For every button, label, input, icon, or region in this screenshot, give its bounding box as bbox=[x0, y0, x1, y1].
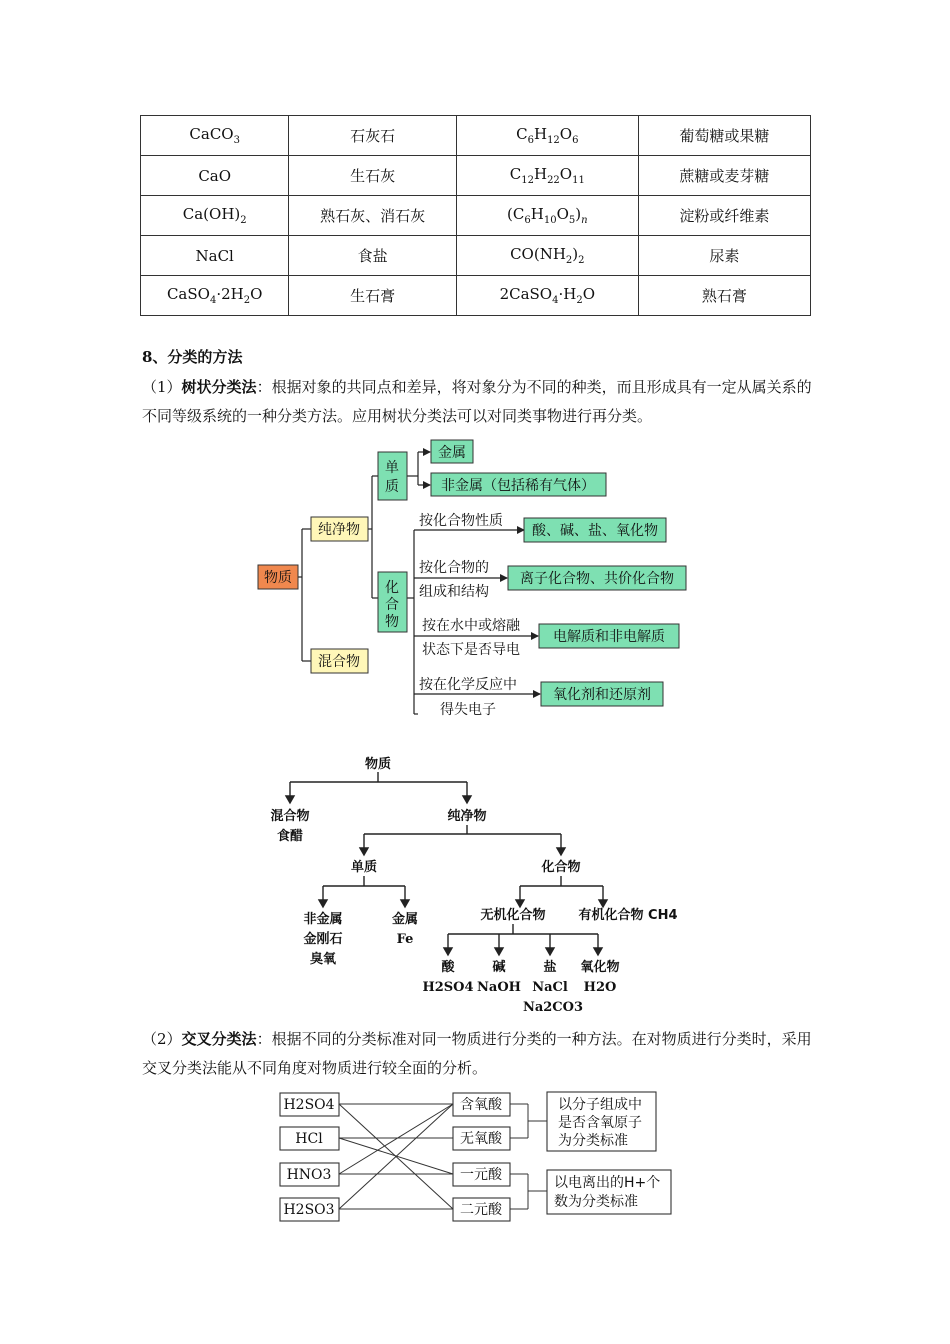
d2-inorganic: 无机化合物 bbox=[480, 908, 546, 923]
d2-base-ex: NaOH bbox=[477, 980, 521, 995]
d3-right-2: 一元酸 bbox=[460, 1167, 502, 1183]
cross-term: 交叉分类法 bbox=[181, 1030, 257, 1048]
table-row bbox=[141, 196, 811, 236]
table-cell-c3: $2CaSO_4\cdot H_2O$ bbox=[456, 276, 638, 316]
d3-std2-l1: 以电离出的H+个 bbox=[554, 1175, 661, 1191]
d3-left-0: H2SO4 bbox=[283, 1097, 335, 1113]
d2-oxide-ex: H2O bbox=[583, 980, 617, 995]
d1-crit2-l2: 组成和结构 bbox=[419, 584, 489, 600]
table-cell-c3: $(C_6H_{10}O_5)_n$ bbox=[456, 196, 638, 236]
tree-diagram-1 bbox=[250, 436, 710, 726]
table-cell-c2: 石灰石 bbox=[289, 116, 456, 156]
table-cell-c3: $C_{12}H_{22}O_{11}$ bbox=[456, 156, 638, 196]
d2-organic: 有机化合物 CH4 bbox=[578, 908, 678, 923]
d2-metal-ex: Fe bbox=[396, 932, 414, 947]
d3-right-1: 无氧酸 bbox=[460, 1131, 502, 1147]
d2-nonmetal-ex2: 臭氧 bbox=[309, 952, 337, 967]
tree-num: （1） bbox=[142, 378, 182, 396]
d2-salt-ex1: NaCl bbox=[532, 980, 568, 995]
d1-mixture: 混合物 bbox=[318, 654, 360, 670]
d2-metal: 金属 bbox=[391, 912, 419, 927]
tree-diagram-2 bbox=[250, 748, 700, 1018]
d2-root: 物质 bbox=[364, 757, 392, 772]
d1-metal: 金属 bbox=[438, 445, 466, 461]
table-cell-c2: 生石灰 bbox=[289, 156, 456, 196]
cross-method-paragraph bbox=[142, 1025, 812, 1083]
table-cell-c3: $CO(NH_2)_2$ bbox=[456, 236, 638, 276]
d2-mixture: 混合物 bbox=[270, 809, 310, 824]
d2-oxide: 氧化物 bbox=[580, 960, 620, 975]
d2-compound: 化合物 bbox=[541, 860, 581, 875]
d1-pure: 纯净物 bbox=[318, 522, 360, 538]
d3-std1-l1: 以分子组成中 bbox=[558, 1097, 642, 1113]
d1-crit3-l1: 按在水中或熔融 bbox=[422, 618, 520, 634]
d2-salt-ex2: Na2CO3 bbox=[522, 1000, 584, 1015]
d1-compound-c3: 物 bbox=[385, 614, 399, 630]
d1-crit2-l1: 按化合物的 bbox=[419, 560, 489, 576]
tree-method-paragraph bbox=[142, 373, 812, 431]
tree-term: 树状分类法 bbox=[181, 378, 257, 396]
d1-element-c1: 单 bbox=[385, 460, 399, 476]
d2-acid-ex: H2SO4 bbox=[422, 980, 474, 995]
d2-pure: 纯净物 bbox=[447, 809, 487, 824]
d1-res3: 电解质和非电解质 bbox=[553, 629, 665, 645]
table-cell-c2: 生石膏 bbox=[289, 276, 456, 316]
d3-std1-l3: 为分类标准 bbox=[558, 1133, 628, 1149]
table-row bbox=[141, 276, 811, 316]
table-cell-c1: NaCl bbox=[141, 236, 289, 276]
d1-crit4-l2: 得失电子 bbox=[440, 702, 496, 718]
table-cell-c4: 尿素 bbox=[638, 236, 810, 276]
d2-element: 单质 bbox=[350, 860, 378, 875]
section-title: 8、分类的方法 bbox=[142, 348, 243, 366]
d3-left-2: HNO3 bbox=[286, 1167, 332, 1183]
d1-compound-c1: 化 bbox=[385, 580, 399, 596]
d1-root: 物质 bbox=[264, 570, 292, 586]
d1-compound-c2: 合 bbox=[385, 597, 399, 613]
d1-nonmetal: 非金属（包括稀有气体） bbox=[441, 478, 595, 494]
d2-base: 碱 bbox=[492, 960, 506, 975]
table-cell-c1: $Ca(OH)_2$ bbox=[141, 196, 289, 236]
d3-std2-l2: 数为分类标准 bbox=[554, 1194, 638, 1210]
d1-crit1: 按化合物性质 bbox=[419, 513, 503, 529]
table-cell-c1: CaCO$_3$ bbox=[141, 116, 289, 156]
table-cell-c1: $CaSO_4\cdot 2H_2O$ bbox=[141, 276, 289, 316]
table-cell-c2: 食盐 bbox=[289, 236, 456, 276]
d3-left-1: HCl bbox=[295, 1131, 323, 1147]
tree-text: ：根据对象的共同点和差异，将对象分为不同的种类，而且形成具有一定从属关系的不同等级系统的一种分类方法。应用树状分类法可以对同类事物进行再分类。 bbox=[142, 378, 812, 425]
table-cell-c4: 葡萄糖或果糖 bbox=[638, 116, 810, 156]
table-cell-c4: 淀粉或纤维素 bbox=[638, 196, 810, 236]
table-cell-c2: 熟石灰、消石灰 bbox=[289, 196, 456, 236]
d3-std1-l2: 是否含氧原子 bbox=[558, 1115, 642, 1131]
d1-res1: 酸、碱、盐、氧化物 bbox=[532, 523, 658, 539]
substance-table bbox=[140, 115, 811, 316]
table-row bbox=[141, 236, 811, 276]
d2-mixture-ex: 食醋 bbox=[276, 829, 304, 844]
cross-diagram bbox=[270, 1085, 680, 1225]
d2-nonmetal: 非金属 bbox=[303, 912, 343, 927]
d2-acid: 酸 bbox=[441, 960, 455, 975]
d1-crit4-l1: 按在化学反应中 bbox=[419, 677, 517, 693]
d2-nonmetal-ex1: 金刚石 bbox=[303, 932, 343, 947]
d3-right-3: 二元酸 bbox=[460, 1202, 502, 1218]
table-cell-c3: $C_6H_{12}O_6$ bbox=[456, 116, 638, 156]
d3-right-0: 含氧酸 bbox=[460, 1097, 502, 1113]
d1-element-c2: 质 bbox=[385, 479, 399, 495]
table-row bbox=[141, 156, 811, 196]
table-cell-c4: 熟石膏 bbox=[638, 276, 810, 316]
d1-crit3-l2: 状态下是否导电 bbox=[422, 642, 520, 658]
cross-text: ：根据不同的分类标准对同一物质进行分类的一种方法。在对物质进行分类时，采用交叉分类法能从不同角度对物质进行较全面的分析。 bbox=[142, 1030, 812, 1077]
table-cell-c4: 蔗糖或麦芽糖 bbox=[638, 156, 810, 196]
cross-num: （2） bbox=[142, 1030, 182, 1048]
d1-res4: 氧化剂和还原剂 bbox=[553, 687, 651, 703]
table-cell-c1: CaO bbox=[141, 156, 289, 196]
d1-res2: 离子化合物、共价化合物 bbox=[520, 571, 674, 587]
d3-left-3: H2SO3 bbox=[283, 1202, 335, 1218]
table-row bbox=[141, 116, 811, 156]
d2-salt: 盐 bbox=[543, 960, 557, 975]
